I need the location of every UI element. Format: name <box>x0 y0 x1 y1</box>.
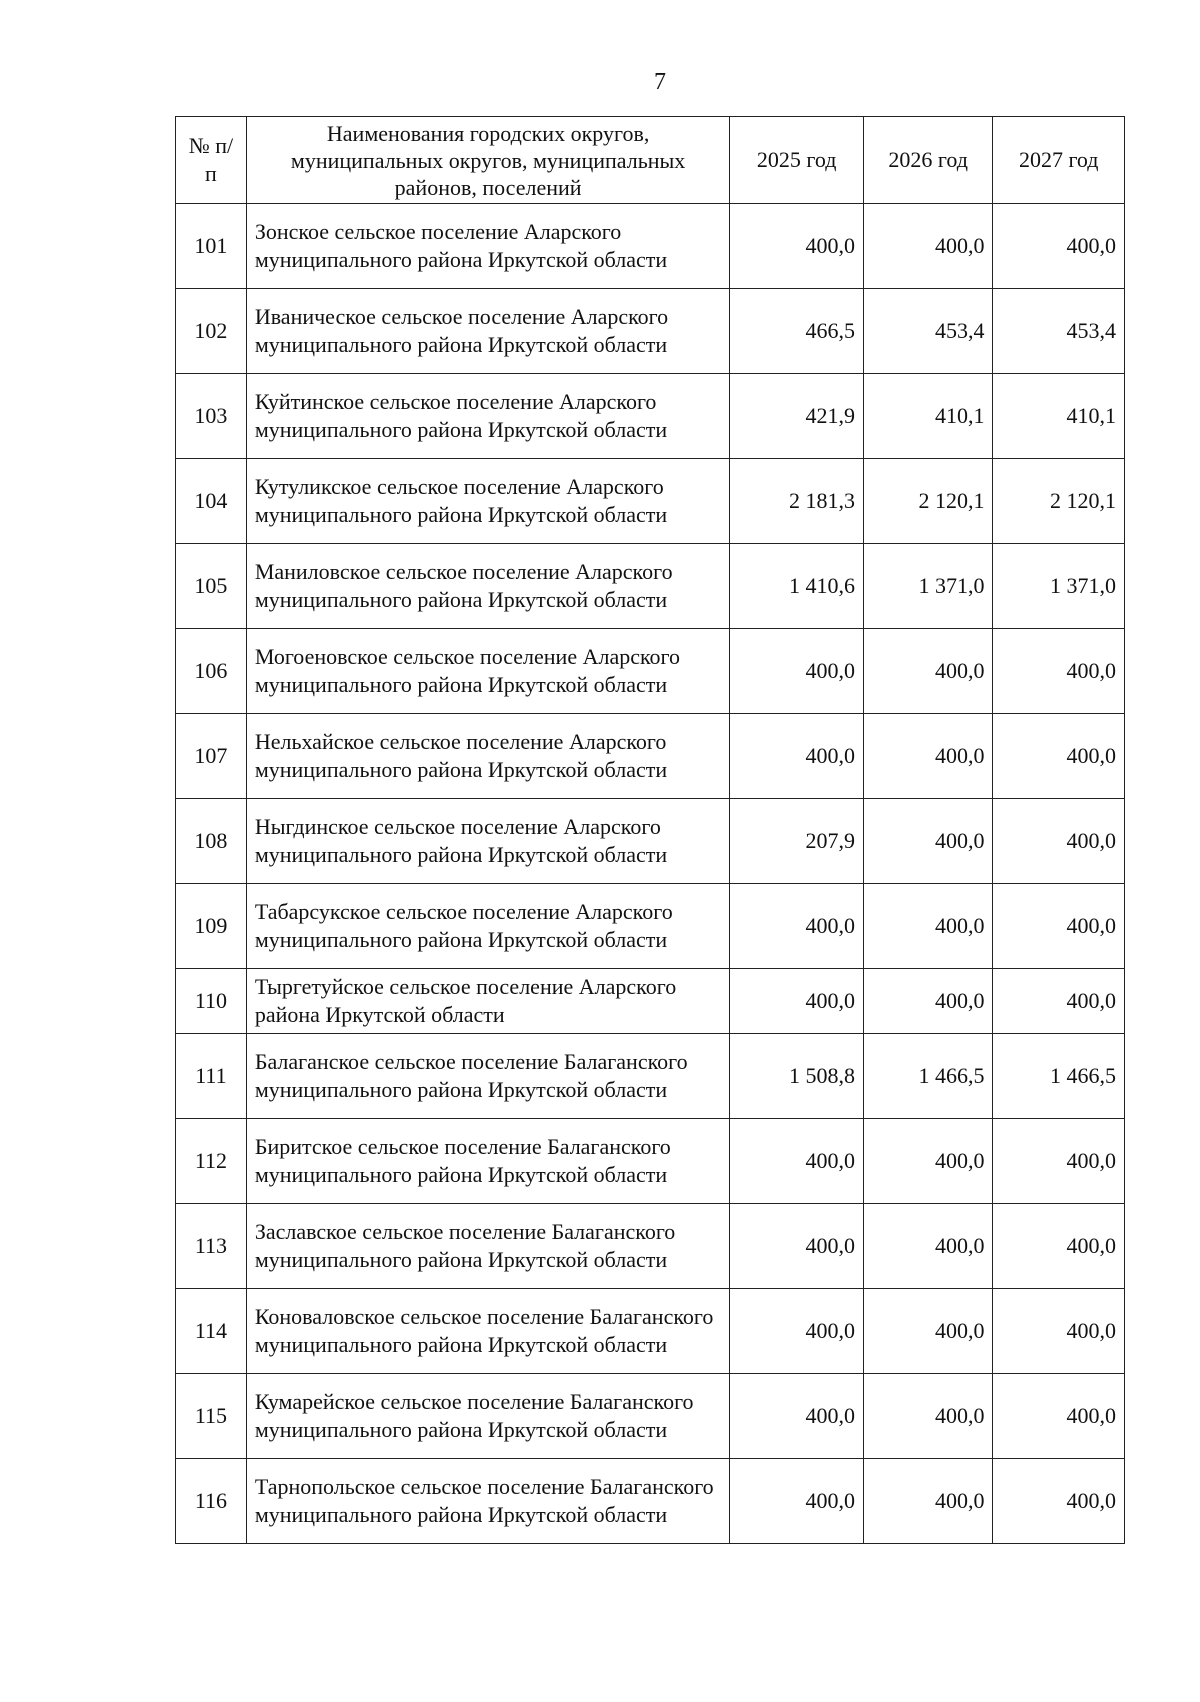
row-value-2026: 410,1 <box>863 374 993 459</box>
row-value-2025: 400,0 <box>730 1289 864 1374</box>
table-row <box>176 544 1125 629</box>
row-name: Тарнопольское сельское поселение Балаганского муниципального района Иркутской области <box>246 1459 730 1544</box>
row-number: 112 <box>176 1119 247 1204</box>
row-value-2026: 400,0 <box>863 714 993 799</box>
row-value-2025: 1 508,8 <box>730 1034 864 1119</box>
row-value-2026: 400,0 <box>863 1289 993 1374</box>
table-row <box>176 459 1125 544</box>
row-number: 101 <box>176 204 247 289</box>
row-number: 103 <box>176 374 247 459</box>
row-value-2025: 400,0 <box>730 629 864 714</box>
table-row <box>176 204 1125 289</box>
row-value-2026: 453,4 <box>863 289 993 374</box>
row-number: 114 <box>176 1289 247 1374</box>
row-name: Коноваловское сельское поселение Балаганского муниципального района Иркутской области <box>246 1289 730 1374</box>
row-name: Маниловское сельское поселение Аларского муниципального района Иркутской области <box>246 544 730 629</box>
row-value-2026: 400,0 <box>863 1204 993 1289</box>
table-row <box>176 1034 1125 1119</box>
row-value-2025: 400,0 <box>730 1119 864 1204</box>
table-row <box>176 629 1125 714</box>
table-row <box>176 1204 1125 1289</box>
table-body <box>176 204 1125 1544</box>
header-row <box>176 117 1125 204</box>
header-number: № п/п <box>176 117 247 204</box>
row-name: Табарсукское сельское поселение Аларского муниципального района Иркутской области <box>246 884 730 969</box>
row-value-2025: 400,0 <box>730 1204 864 1289</box>
row-number: 102 <box>176 289 247 374</box>
row-name: Тыргетуйское сельское поселение Аларского района Иркутской области <box>246 969 730 1034</box>
row-value-2025: 400,0 <box>730 1374 864 1459</box>
row-number: 108 <box>176 799 247 884</box>
row-value-2027: 2 120,1 <box>993 459 1125 544</box>
row-value-2025: 400,0 <box>730 204 864 289</box>
row-value-2026: 400,0 <box>863 799 993 884</box>
row-name: Кумарейское сельское поселение Балаганского муниципального района Иркутской области <box>246 1374 730 1459</box>
row-number: 110 <box>176 969 247 1034</box>
header-name: Наименования городских округов, муниципальных округов, муниципальных районов, поселений <box>246 117 730 204</box>
budget-table <box>175 116 1125 1544</box>
row-value-2025: 466,5 <box>730 289 864 374</box>
row-value-2027: 400,0 <box>993 714 1125 799</box>
row-value-2027: 400,0 <box>993 1459 1125 1544</box>
row-name: Биритское сельское поселение Балаганского муниципального района Иркутской области <box>246 1119 730 1204</box>
row-value-2027: 400,0 <box>993 1374 1125 1459</box>
row-number: 111 <box>176 1034 247 1119</box>
table-row <box>176 799 1125 884</box>
table-row <box>176 884 1125 969</box>
row-value-2027: 400,0 <box>993 1289 1125 1374</box>
row-value-2025: 1 410,6 <box>730 544 864 629</box>
table-row <box>176 1119 1125 1204</box>
page-number: 7 <box>654 69 666 95</box>
row-value-2026: 400,0 <box>863 204 993 289</box>
row-value-2026: 400,0 <box>863 1119 993 1204</box>
row-value-2025: 400,0 <box>730 884 864 969</box>
row-value-2025: 400,0 <box>730 969 864 1034</box>
row-name: Иваническое сельское поселение Аларского муниципального района Иркутской области <box>246 289 730 374</box>
row-number: 115 <box>176 1374 247 1459</box>
row-number: 116 <box>176 1459 247 1544</box>
row-value-2027: 400,0 <box>993 629 1125 714</box>
table-row <box>176 374 1125 459</box>
row-value-2025: 400,0 <box>730 714 864 799</box>
table-row <box>176 1374 1125 1459</box>
row-value-2025: 2 181,3 <box>730 459 864 544</box>
row-value-2027: 400,0 <box>993 799 1125 884</box>
row-name: Заславское сельское поселение Балаганского муниципального района Иркутской области <box>246 1204 730 1289</box>
row-value-2027: 400,0 <box>993 1204 1125 1289</box>
row-value-2027: 410,1 <box>993 374 1125 459</box>
table-row <box>176 289 1125 374</box>
row-name: Нельхайское сельское поселение Аларского муниципального района Иркутской области <box>246 714 730 799</box>
row-name: Кутуликское сельское поселение Аларского муниципального района Иркутской области <box>246 459 730 544</box>
row-value-2026: 400,0 <box>863 884 993 969</box>
row-value-2025: 400,0 <box>730 1459 864 1544</box>
row-value-2025: 421,9 <box>730 374 864 459</box>
row-value-2026: 2 120,1 <box>863 459 993 544</box>
row-value-2027: 400,0 <box>993 969 1125 1034</box>
row-value-2026: 400,0 <box>863 1374 993 1459</box>
row-number: 105 <box>176 544 247 629</box>
row-value-2027: 400,0 <box>993 884 1125 969</box>
row-number: 106 <box>176 629 247 714</box>
table-header <box>176 117 1125 204</box>
row-value-2026: 1 466,5 <box>863 1034 993 1119</box>
row-value-2027: 453,4 <box>993 289 1125 374</box>
row-name: Балаганское сельское поселение Балаганского муниципального района Иркутской области <box>246 1034 730 1119</box>
row-name: Могоеновское сельское поселение Аларского муниципального района Иркутской области <box>246 629 730 714</box>
row-value-2026: 1 371,0 <box>863 544 993 629</box>
row-number: 109 <box>176 884 247 969</box>
table-row <box>176 714 1125 799</box>
row-name: Зонское сельское поселение Аларского муниципального района Иркутской области <box>246 204 730 289</box>
row-number: 104 <box>176 459 247 544</box>
header-2025: 2025 год <box>730 117 864 204</box>
row-number: 107 <box>176 714 247 799</box>
header-2026: 2026 год <box>863 117 993 204</box>
header-2027: 2027 год <box>993 117 1125 204</box>
row-value-2026: 400,0 <box>863 629 993 714</box>
row-number: 113 <box>176 1204 247 1289</box>
row-value-2026: 400,0 <box>863 969 993 1034</box>
row-value-2026: 400,0 <box>863 1459 993 1544</box>
row-name: Ныгдинское сельское поселение Аларского муниципального района Иркутской области <box>246 799 730 884</box>
row-value-2025: 207,9 <box>730 799 864 884</box>
table-row <box>176 1459 1125 1544</box>
row-name: Куйтинское сельское поселение Аларского муниципального района Иркутской области <box>246 374 730 459</box>
row-value-2027: 400,0 <box>993 1119 1125 1204</box>
table-row <box>176 1289 1125 1374</box>
row-value-2027: 400,0 <box>993 204 1125 289</box>
table-row <box>176 969 1125 1034</box>
row-value-2027: 1 371,0 <box>993 544 1125 629</box>
row-value-2027: 1 466,5 <box>993 1034 1125 1119</box>
